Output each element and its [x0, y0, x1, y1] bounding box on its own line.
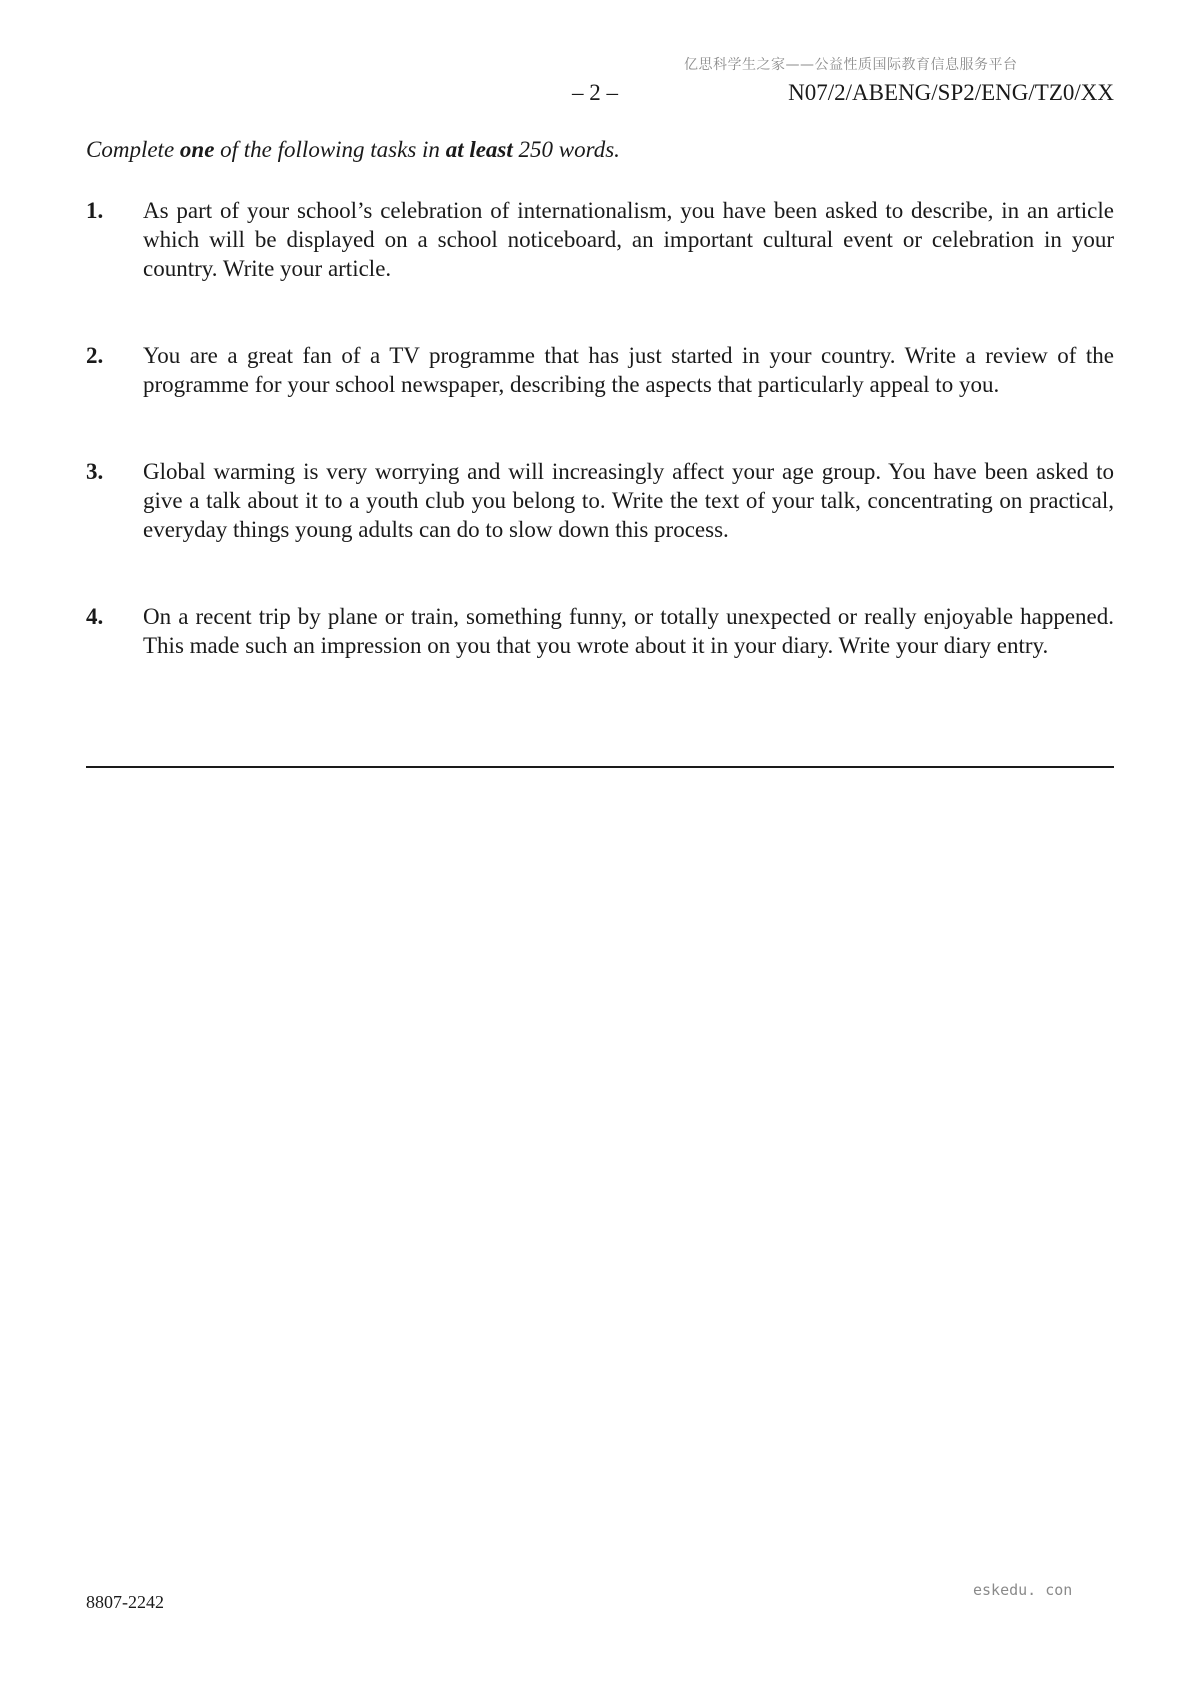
footer-paper-code: 8807-2242: [86, 1592, 164, 1612]
watermark-text: 亿思科学生之家——公益性质国际教育信息服务平台: [684, 57, 1018, 73]
task-item: [86, 196, 1114, 283]
task-number: 2.: [86, 343, 104, 368]
footer-site-watermark: eskedu. con: [973, 1581, 1073, 1599]
task-number: 1.: [86, 198, 104, 223]
instruction-part: Complete: [86, 137, 180, 162]
task-item: [86, 341, 1114, 399]
task-item: [86, 602, 1114, 660]
task-item: [86, 457, 1114, 544]
instruction-emphasis-one: one: [179, 137, 215, 162]
task-text: You are a great fan of a TV programme that has just started in your country. Write a review of the programme for your school newspaper, describing the aspects that particularly appeal to you.: [143, 343, 1114, 397]
task-text: On a recent trip by plane or train, something funny, or totally unexpected or really enjoyable happened. This made such an impression on you that you wrote about it in your diary. Write your diary entry.: [143, 604, 1114, 658]
instruction-part: 250 words.: [512, 137, 620, 162]
instruction-emphasis-at-least: at least: [445, 137, 513, 162]
task-text: As part of your school’s celebration of internationalism, you have been asked to describe, in an article which will be displayed on a school noticeboard, an important cultural event or celebration in your country. Write your article.: [143, 198, 1114, 281]
page-number: – 2 –: [572, 80, 618, 105]
task-text: Global warming is very worrying and will increasingly affect your age group. You have been asked to give a talk about it to a youth club you belong to. Write the text of your talk, concentrating on practical, everyday things young adults can do to slow down this process.: [143, 459, 1114, 542]
task-number: 3.: [86, 459, 104, 484]
instruction-part: of the following tasks in: [214, 137, 446, 162]
instruction: [86, 137, 620, 163]
end-rule-divider: [86, 766, 1114, 768]
task-number: 4.: [86, 604, 104, 629]
paper-code: N07/2/ABENG/SP2/ENG/TZ0/XX: [788, 80, 1114, 105]
